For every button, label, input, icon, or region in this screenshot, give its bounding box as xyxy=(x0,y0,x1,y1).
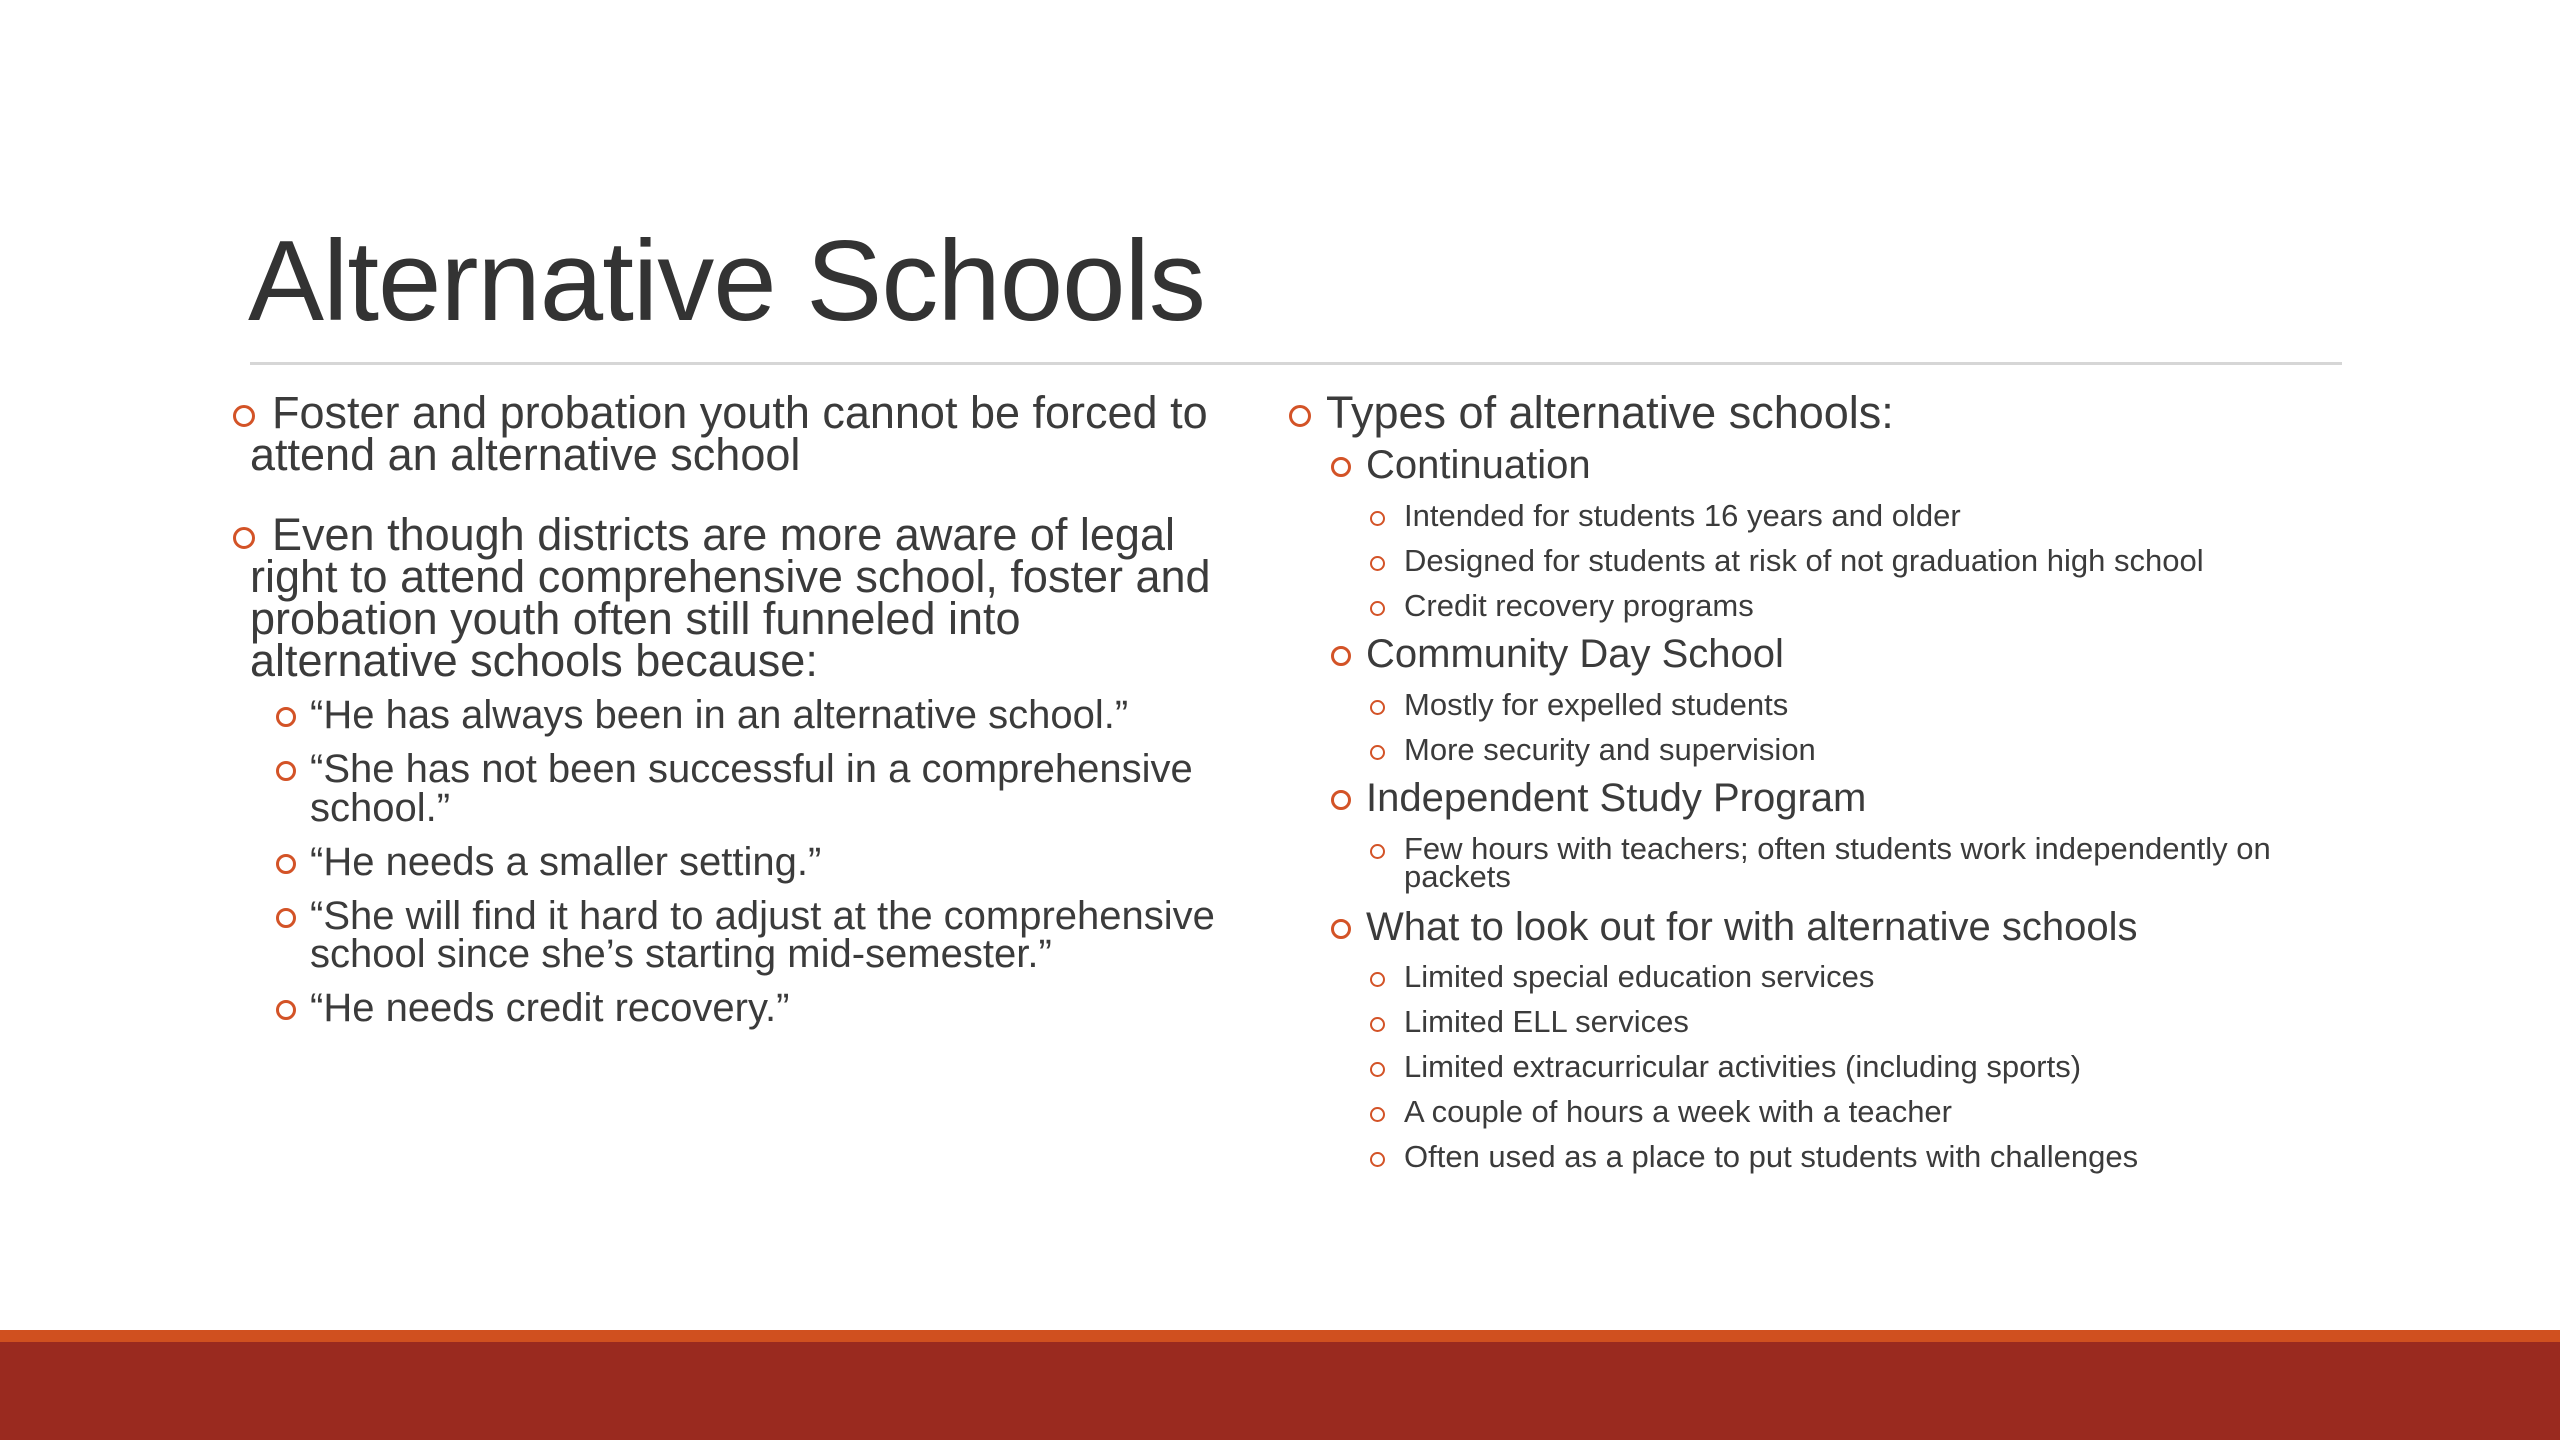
bullet-icon xyxy=(1331,646,1351,666)
bullet-icon xyxy=(1331,457,1351,477)
point-foster-line1: Foster and probation youth cannot be forced to xyxy=(272,387,1208,438)
look-out-item-4: A couple of hours a week with a teacher xyxy=(1404,1094,1952,1129)
bullet-icon xyxy=(1331,919,1351,939)
bullet-icon xyxy=(1370,1152,1385,1167)
point-districts-line2: right to attend comprehensive school, foster and xyxy=(250,551,1211,602)
point-districts-line4: alternative schools because: xyxy=(250,635,818,686)
independent-study-label: Independent Study Program xyxy=(1366,776,1867,820)
bullet-icon xyxy=(276,908,296,928)
bullet-icon xyxy=(1370,700,1385,715)
bullet-icon xyxy=(276,1000,296,1020)
bullet-icon xyxy=(1370,745,1385,760)
footer-band xyxy=(0,1342,2560,1440)
point-districts-line3: probation youth often still funneled into xyxy=(250,593,1021,644)
independent-study-item-line1: Few hours with teachers; often students work independently on xyxy=(1404,831,2271,866)
slide-title: Alternative Schools xyxy=(248,218,1205,345)
bullet-icon xyxy=(1370,1017,1385,1032)
bullet-icon xyxy=(1289,405,1311,427)
community-day-item-2: More security and supervision xyxy=(1404,732,1816,767)
continuation-item-2: Designed for students at risk of not graduation high school xyxy=(1404,543,2204,578)
bullet-icon xyxy=(276,707,296,727)
bullet-icon xyxy=(1370,972,1385,987)
quote-4-line2: school since she’s starting mid-semester.” xyxy=(310,932,1052,976)
quote-5: “He needs credit recovery.” xyxy=(310,986,790,1030)
bullet-icon xyxy=(1370,1062,1385,1077)
quote-1: “He has always been in an alternative school.” xyxy=(310,693,1129,737)
bullet-icon xyxy=(1370,511,1385,526)
bullet-icon xyxy=(233,527,255,549)
look-out-item-2: Limited ELL services xyxy=(1404,1004,1689,1039)
quote-2-line2: school.” xyxy=(310,786,451,830)
types-heading: Types of alternative schools: xyxy=(1326,387,1894,438)
community-day-label: Community Day School xyxy=(1366,632,1784,676)
quote-2-line1: “She has not been successful in a comprehensive xyxy=(310,747,1193,791)
bullet-icon xyxy=(1331,790,1351,810)
independent-study-item-line2: packets xyxy=(1404,859,1511,894)
continuation-label: Continuation xyxy=(1366,443,1591,487)
continuation-item-1: Intended for students 16 years and older xyxy=(1404,498,1961,533)
quote-4-line1: “She will find it hard to adjust at the comprehensive xyxy=(310,894,1215,938)
point-foster-line2: attend an alternative school xyxy=(250,429,801,480)
bullet-icon xyxy=(276,854,296,874)
bullet-icon xyxy=(1370,1107,1385,1122)
bullet-icon xyxy=(233,405,255,427)
community-day-item-1: Mostly for expelled students xyxy=(1404,687,1789,722)
look-out-item-1: Limited special education services xyxy=(1404,959,1875,994)
point-districts-line1: Even though districts are more aware of legal xyxy=(272,509,1175,560)
bullet-icon xyxy=(1370,556,1385,571)
look-out-label: What to look out for with alternative schools xyxy=(1366,905,2138,949)
bullet-icon xyxy=(1370,844,1385,859)
quote-3: “He needs a smaller setting.” xyxy=(310,840,822,884)
title-divider xyxy=(250,362,2342,365)
continuation-item-3: Credit recovery programs xyxy=(1404,588,1754,623)
bullet-icon xyxy=(1370,601,1385,616)
bullet-icon xyxy=(276,761,296,781)
look-out-item-3: Limited extracurricular activities (including sports) xyxy=(1404,1049,2082,1084)
look-out-item-5: Often used as a place to put students with challenges xyxy=(1404,1139,2139,1174)
footer-accent-stripe xyxy=(0,1330,2560,1342)
